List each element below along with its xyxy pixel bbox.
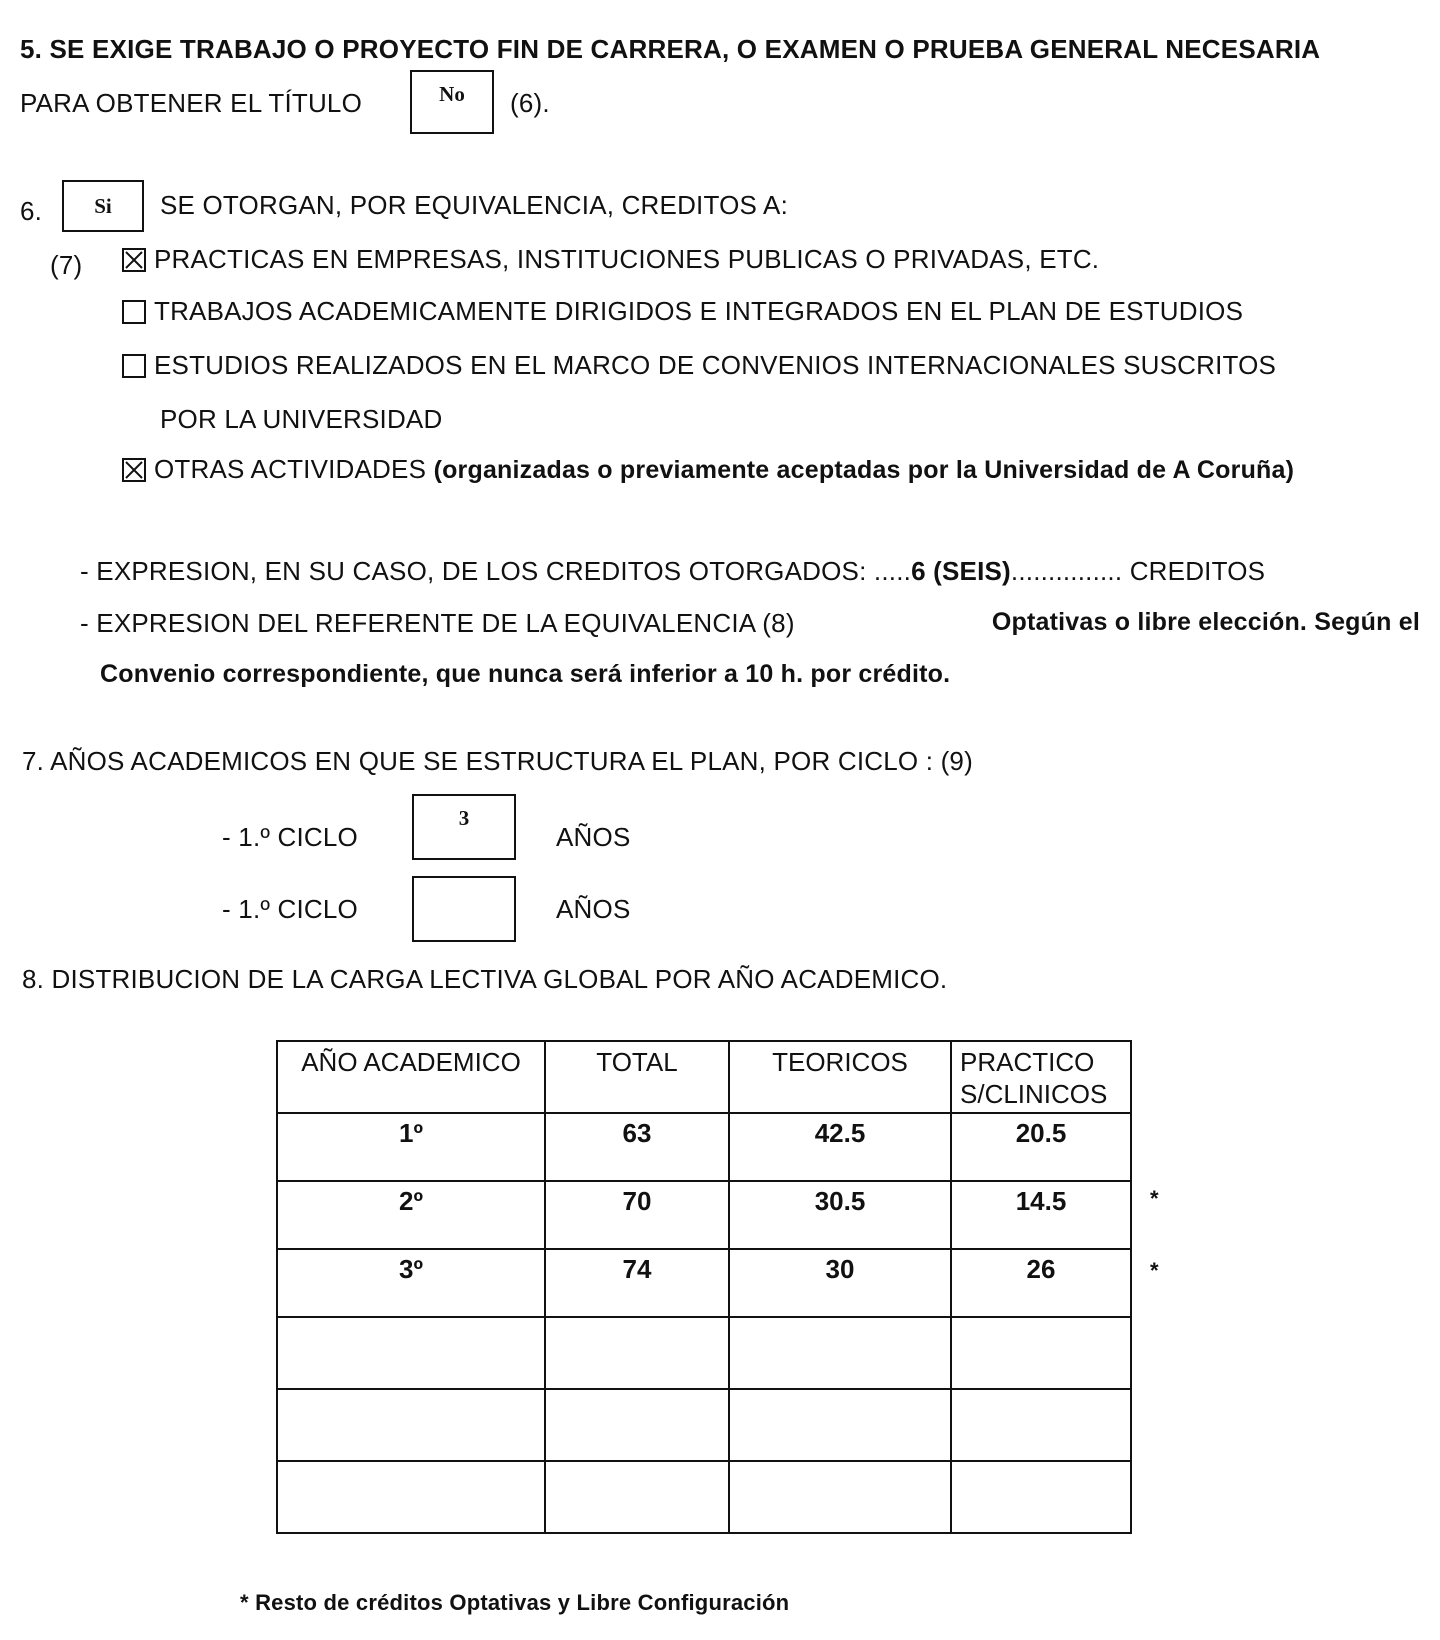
ciclo-row-2-unit: AÑOS (556, 894, 631, 924)
cell-total: 63 (545, 1113, 729, 1181)
row-3-asterisk: * (1150, 1258, 1159, 1283)
ciclo-row-2-label: - 1.º CICLO (222, 894, 358, 924)
section8-heading: 8. DISTRIBUCION DE LA CARGA LECTIVA GLOBAL POR AÑO ACADEMICO. (22, 964, 948, 994)
carga-lectiva-table (276, 1040, 1132, 1534)
cell-practicos: 20.5 (951, 1113, 1131, 1181)
ciclo-row-1-value: 3 (458, 806, 470, 830)
referente-value-2: Convenio correspondiente, que nunca será inferior a 10 h. por crédito. (100, 660, 951, 688)
cell-ano (277, 1317, 545, 1389)
cell-practicos (951, 1317, 1131, 1389)
table-row (277, 1249, 1131, 1317)
option-otras-label: OTRAS ACTIVIDADES (154, 454, 427, 484)
section5-note: (6). (510, 88, 550, 118)
ciclo-row-1-box (412, 794, 516, 860)
cell-practicos: 14.5 (951, 1181, 1131, 1249)
equivalencia-value: Si (94, 194, 112, 218)
table-row (277, 1389, 1131, 1461)
section5-line1: 5. SE EXIGE TRABAJO O PROYECTO FIN DE CARRERA, O EXAMEN O PRUEBA GENERAL NECESARIA (20, 34, 1321, 64)
checkbox-trabajos[interactable] (122, 300, 146, 324)
ciclo-row-1-unit: AÑOS (556, 822, 631, 852)
table-row (277, 1461, 1131, 1533)
checkbox-otras[interactable] (122, 458, 146, 482)
option-estudios-label: ESTUDIOS REALIZADOS EN EL MARCO DE CONVENIOS INTERNACIONALES SUSCRITOS (154, 350, 1277, 380)
option-trabajos (122, 296, 1243, 327)
option-otras (122, 454, 1294, 485)
cell-total (545, 1389, 729, 1461)
cell-ano: 1º (277, 1113, 545, 1181)
section6-number: 6. (20, 196, 43, 226)
header-total: TOTAL (545, 1041, 729, 1113)
cell-practicos (951, 1461, 1131, 1533)
cell-ano (277, 1461, 545, 1533)
cell-total (545, 1317, 729, 1389)
option-practicas-label: PRACTICAS EN EMPRESAS, INSTITUCIONES PUBLICAS O PRIVADAS, ETC. (154, 244, 1100, 274)
equivalencia-box (62, 180, 144, 232)
cell-teoricos: 30.5 (729, 1181, 951, 1249)
cell-teoricos: 30 (729, 1249, 951, 1317)
table-row (277, 1113, 1131, 1181)
option-estudios-cont: POR LA UNIVERSIDAD (160, 404, 443, 434)
cell-total: 70 (545, 1181, 729, 1249)
table-row (277, 1317, 1131, 1389)
titulo-required-value: No (439, 82, 465, 106)
cell-teoricos (729, 1461, 951, 1533)
option-otras-detail: (organizadas o previamente aceptadas por la Universidad de A Coruña) (433, 456, 1295, 484)
ciclo-row-1-label: - 1.º CICLO (222, 822, 358, 852)
creditos-value: 6 (SEIS) (911, 556, 1011, 586)
cell-practicos (951, 1389, 1131, 1461)
header-ano-academico: AÑO ACADEMICO (277, 1041, 545, 1113)
option-trabajos-label: TRABAJOS ACADEMICAMENTE DIRIGIDOS E INTEGRADOS EN EL PLAN DE ESTUDIOS (154, 296, 1244, 326)
cell-total: 74 (545, 1249, 729, 1317)
table-row (277, 1181, 1131, 1249)
option-estudios (122, 350, 1276, 381)
cell-ano: 2º (277, 1181, 545, 1249)
section6-heading: SE OTORGAN, POR EQUIVALENCIA, CREDITOS A: (160, 190, 789, 220)
table-header-row (277, 1041, 1131, 1113)
section7-heading: 7. AÑOS ACADEMICOS EN QUE SE ESTRUCTURA EL PLAN, POR CICLO : (9) (22, 746, 973, 776)
checkbox-practicas[interactable] (122, 248, 146, 272)
cell-teoricos: 42.5 (729, 1113, 951, 1181)
referente-value-1: Optativas o libre elección. Según el (991, 608, 1420, 636)
cell-practicos: 26 (951, 1249, 1131, 1317)
cell-ano (277, 1389, 545, 1461)
option-practicas (122, 244, 1099, 275)
titulo-required-box (410, 70, 494, 134)
section6-note: (7) (50, 250, 83, 280)
ciclo-row-2-box (412, 876, 516, 942)
creditos-otorgados: - EXPRESION, EN SU CASO, DE LOS CREDITOS OTORGADOS: .....6 (SEIS)............... CREDITOS (80, 556, 1266, 586)
row-2-asterisk: * (1150, 1186, 1159, 1211)
cell-teoricos (729, 1389, 951, 1461)
table-footnote: * Resto de créditos Optativas y Libre Configuración (240, 1590, 790, 1615)
header-teoricos: TEORICOS (729, 1041, 951, 1113)
header-practicos: PRACTICO S/CLINICOS (951, 1041, 1131, 1113)
cell-total (545, 1461, 729, 1533)
referente-equivalencia: - EXPRESION DEL REFERENTE DE LA EQUIVALENCIA (8) Optativas o libre elección. Según el (80, 608, 1420, 638)
cell-ano: 3º (277, 1249, 545, 1317)
checkbox-estudios[interactable] (122, 354, 146, 378)
cell-teoricos (729, 1317, 951, 1389)
section5-line2: PARA OBTENER EL TÍTULO (20, 88, 363, 118)
